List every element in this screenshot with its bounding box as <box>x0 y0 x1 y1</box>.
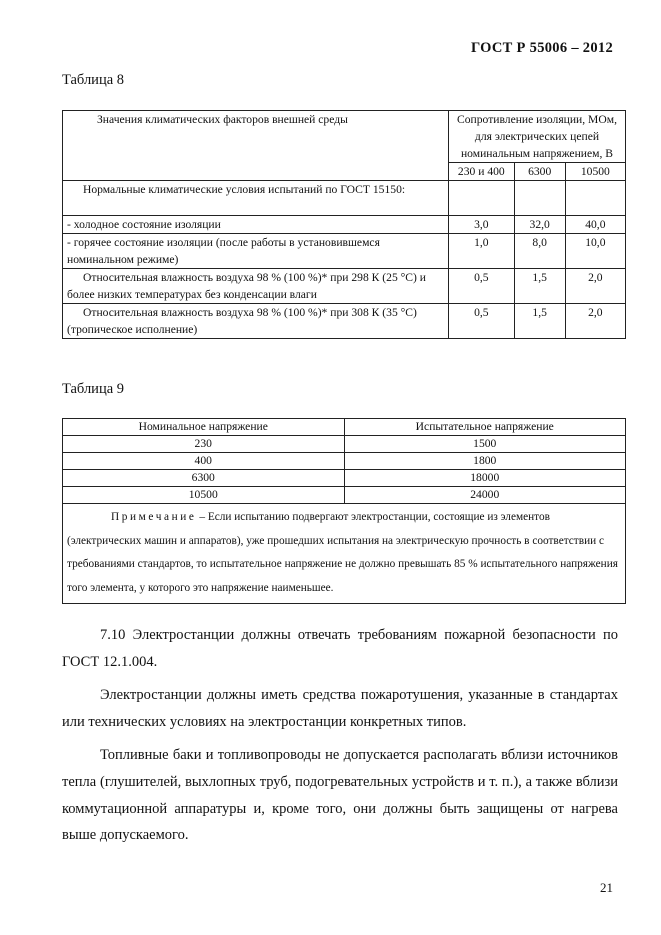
table-8-row-label: Нормальные климатические условия испытаний по ГОСТ 15150: <box>63 181 449 216</box>
table-row <box>63 234 626 269</box>
table-cell: 10,0 <box>565 234 625 269</box>
table-cell: 24000 <box>344 487 626 504</box>
table-8-row-label: Относительная влажность воздуха 98 % (100 %)* при 298 К (25 °С) и более низких температурах без конденсации влаги <box>63 269 449 304</box>
table-9-header-row <box>63 419 626 436</box>
table-cell: 8,0 <box>514 234 565 269</box>
table-cell: 1,5 <box>514 269 565 304</box>
table-row <box>63 470 626 487</box>
table-8-row-label: - горячее состояние изоляции (после работы в установившемся номинальном режиме) <box>63 234 449 269</box>
table-9-caption: Таблица 9 <box>62 381 125 397</box>
table-8-row-label: - холодное состояние изоляции <box>63 216 449 234</box>
paragraph: 7.10 Электростанции должны отвечать требованиям пожарной безопасности по ГОСТ 12.1.004. <box>62 627 618 670</box>
table-cell: 400 <box>63 453 345 470</box>
table-cell: 1,5 <box>514 304 565 339</box>
note-label: Примечание <box>111 511 197 523</box>
table-cell: 32,0 <box>514 216 565 234</box>
table-row <box>63 269 626 304</box>
table-cell <box>514 181 565 216</box>
table-row <box>63 304 626 339</box>
table-9-note <box>63 504 626 604</box>
table-cell: 6300 <box>63 470 345 487</box>
table-cell: 40,0 <box>565 216 625 234</box>
table-9-note-row <box>63 504 626 604</box>
table-8-caption: Таблица 8 <box>62 72 125 88</box>
table-cell: 2,0 <box>565 269 625 304</box>
table-9 <box>62 418 626 604</box>
table-cell: 3,0 <box>449 216 515 234</box>
table-8 <box>62 110 626 339</box>
table-8-header-resistance: Сопротивление изоляции, МОм, для электрических цепей номинальным напряжением, В <box>449 111 626 163</box>
page-number: 21 <box>600 880 613 895</box>
note-text: – Если испытанию подвергают электростанции, состоящие из элементов (электрических машин и аппаратов), уже прошедших испытания на электрическую прочность в соответствии с требованиями стандартов, то испытательное напряжение не должно превышать 85 % испытательного напряжения того элемента, у которого это напряжение наименьшее. <box>67 511 618 594</box>
table-row <box>63 487 626 504</box>
table-cell: 1500 <box>344 436 626 453</box>
voltage-header: 6300 <box>514 163 565 181</box>
table-row <box>63 181 626 216</box>
table-cell: 0,5 <box>449 269 515 304</box>
table-cell <box>565 181 625 216</box>
table-cell: 18000 <box>344 470 626 487</box>
table-cell: 1800 <box>344 453 626 470</box>
body-text <box>62 622 618 856</box>
voltage-header: 230 и 400 <box>449 163 515 181</box>
table-8-header-factors: Значения климатических факторов внешней среды <box>63 111 449 181</box>
table-cell: 10500 <box>63 487 345 504</box>
table-9-header-nominal: Номинальное напряжение <box>63 419 345 436</box>
table-cell: 2,0 <box>565 304 625 339</box>
document-id: ГОСТ Р 55006 – 2012 <box>470 40 613 56</box>
table-8-row-label: Относительная влажность воздуха 98 % (100 %)* при 308 К (35 °С) (тропическое исполнение) <box>63 304 449 339</box>
table-8-header-row <box>63 111 626 163</box>
voltage-header: 10500 <box>565 163 625 181</box>
paragraph: Электростанции должны иметь средства пожаротушения, указанные в стандартах или технических условиях на электростанции конкретных типов. <box>62 687 618 730</box>
table-cell <box>449 181 515 216</box>
table-cell: 230 <box>63 436 345 453</box>
paragraph: Топливные баки и топливопроводы не допускается располагать вблизи источников тепла (глушителей, выхлопных труб, подогревательных устройств и т. п.), а также вблизи коммутационной аппаратуры и, кроме того, они должны быть защищены от нагрева выше допускаемого. <box>62 747 618 844</box>
table-row <box>63 436 626 453</box>
table-9-header-test: Испытательное напряжение <box>344 419 626 436</box>
table-cell: 1,0 <box>449 234 515 269</box>
table-cell: 0,5 <box>449 304 515 339</box>
table-row <box>63 216 626 234</box>
table-row <box>63 453 626 470</box>
